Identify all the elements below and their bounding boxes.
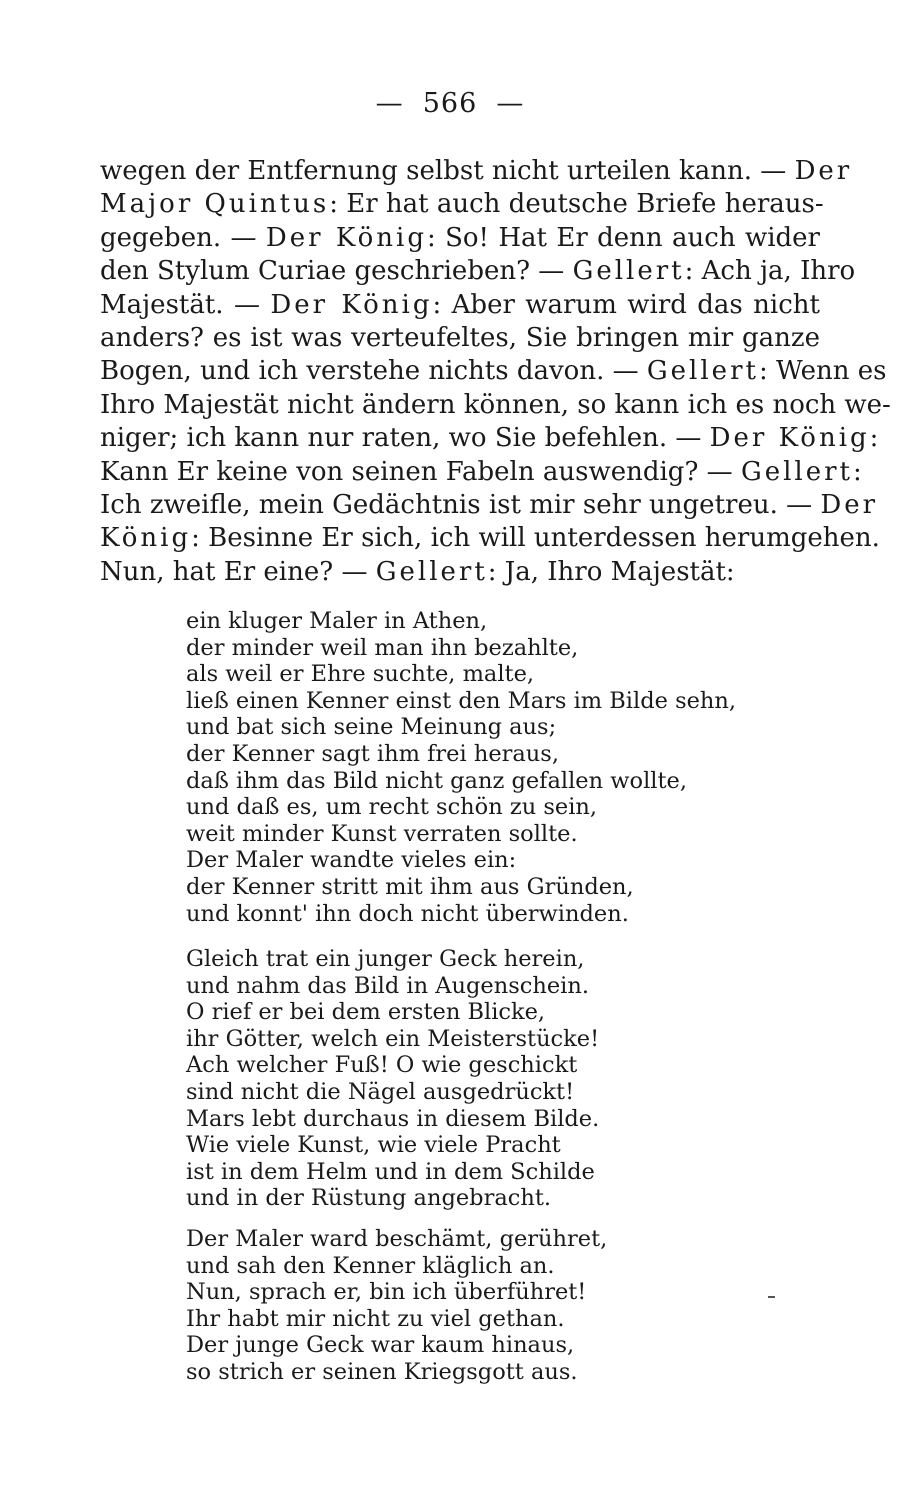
- prose-text: Ihro Majestät nicht ändern können, so kann ich es noch we-: [100, 389, 891, 420]
- poem-verse-line: als weil er Ehre suchte, malte,: [186, 661, 535, 688]
- prose-line: [100, 422, 879, 455]
- prose-line: [100, 389, 891, 422]
- speaker-name: Gellert: [740, 456, 853, 487]
- speaker-name: Gellert: [375, 556, 488, 587]
- prose-text: Ich zweifle, mein Gedächtnis ist mir sehr ungetreu. —: [100, 490, 821, 521]
- prose-text: : Wenn es: [758, 356, 887, 387]
- prose-line: [100, 556, 820, 589]
- poem-verse-line: daß ihm das Bild nicht ganz gefallen wollte,: [186, 767, 687, 794]
- prose-text: : Aber warum wird das nicht: [432, 289, 820, 320]
- poem-verse-line: Der Maler wandte vieles ein:: [186, 847, 517, 874]
- prose-text: Bogen, und ich verstehe nichts davon. —: [100, 356, 647, 387]
- speaker-name: Gellert: [572, 256, 685, 287]
- prose-text: : Ach ja, Ihro: [684, 256, 856, 287]
- poem-verse-line: Gleich trat ein junger Geck herein,: [186, 946, 585, 972]
- prose-text: Majestät. —: [100, 289, 271, 320]
- poem-verse-line: und konnt' ihn doch nicht überwinden.: [186, 900, 629, 927]
- poem-verse-line: Der junge Geck war kaum hinaus,: [186, 1332, 575, 1359]
- poem-verse-line: O rief er bei dem ersten Blicke,: [186, 999, 546, 1026]
- prose-line: [100, 322, 820, 355]
- poem-stanza-1: [186, 608, 766, 927]
- poem-verse-line: so strich er seinen Kriegsgott aus.: [186, 1358, 578, 1385]
- poem-verse-line: Nun, sprach er, bin ich überführet!: [186, 1279, 587, 1306]
- prose-text: : So! Hat Er denn auch wider: [426, 222, 820, 253]
- prose-text: den Stylum Curiae geschrieben? —: [100, 256, 573, 287]
- prose-text: Nun, hat Er eine? —: [100, 556, 376, 587]
- page-number: — 566 —: [375, 88, 525, 119]
- prose-text: :: [853, 456, 862, 487]
- prose-text: Kann Er keine von seinen Fabeln auswendig? —: [100, 456, 741, 487]
- speaker-name: Der König: [265, 222, 427, 253]
- poem-verse-line: sind nicht die Nägel ausgedrückt!: [186, 1078, 575, 1105]
- poem-verse-line: und bat sich seine Meinung aus;: [186, 714, 557, 741]
- prose-line: [100, 355, 887, 388]
- poem-stanza-2: [186, 946, 766, 1212]
- prose-line: [100, 522, 880, 555]
- poem-stanza-3: [186, 1226, 766, 1386]
- poem-verse-line: der Kenner stritt mit ihm aus Gründen,: [186, 873, 634, 900]
- print-speck: [768, 1296, 775, 1298]
- poem-verse-line: ihr Götter, welch ein Meisterstücke!: [186, 1025, 600, 1052]
- prose-text: : Besinne Er sich, ich will unterdessen herumgehen.: [191, 523, 880, 554]
- poem-verse-line: ließ einen Kenner einst den Mars im Bilde sehn,: [186, 687, 737, 714]
- prose-line: [100, 155, 853, 188]
- poem-verse-line: Der Maler ward beschämt, gerühret,: [186, 1226, 608, 1252]
- prose-text: gegeben. —: [100, 222, 266, 253]
- prose-line: [100, 456, 862, 489]
- prose-line: [100, 222, 820, 255]
- speaker-name: Major Quintus: [100, 189, 330, 220]
- prose-text: :: [869, 423, 879, 454]
- speaker-name: Der König: [270, 289, 433, 320]
- speaker-name: König: [100, 523, 192, 554]
- speaker-name: Der: [794, 156, 853, 186]
- prose-line: [100, 255, 856, 288]
- poem-verse-line: und daß es, um recht schön zu sein,: [186, 794, 598, 821]
- prose-text: wegen der Entfernung selbst nicht urteilen kann. —: [100, 156, 795, 186]
- prose-line: [100, 489, 879, 522]
- poem-verse-line: Ihr habt mir nicht zu viel gethan.: [186, 1305, 565, 1332]
- poem-verse-line: der minder weil man ihn bezahlte,: [186, 634, 579, 661]
- prose-line: [100, 289, 820, 322]
- speaker-name: Gellert: [646, 356, 759, 387]
- prose-text: : Er hat auch deutsche Briefe heraus-: [329, 189, 824, 220]
- prose-text: anders? es ist was verteufeltes, Sie bringen mir ganze: [100, 323, 820, 354]
- poem-verse-line: und nahm das Bild in Augenschein.: [186, 972, 590, 999]
- poem-verse-line: und in der Rüstung angebracht.: [186, 1185, 552, 1212]
- poem-verse-line: Wie viele Kunst, wie viele Pracht: [186, 1132, 561, 1159]
- prose-text: : Ja, Ihro Majestät:: [487, 556, 735, 587]
- poem-verse-line: ist in dem Helm und in dem Schilde: [186, 1158, 595, 1185]
- poem-verse-line: weit minder Kunst verraten sollte.: [186, 820, 578, 847]
- poem-verse-line: Mars lebt durchaus in diesem Bilde.: [186, 1105, 600, 1132]
- poem-verse-line: der Kenner sagt ihm frei heraus,: [186, 740, 559, 767]
- prose-line: [100, 188, 824, 221]
- poem-verse-line: ein kluger Maler in Athen,: [186, 608, 488, 634]
- prose-block: [100, 155, 891, 589]
- poem-verse-line: Ach welcher Fuß! O wie geschickt: [186, 1052, 578, 1079]
- speaker-name: Der König: [709, 423, 870, 454]
- poem-verse-line: und sah den Kenner kläglich an.: [186, 1252, 555, 1279]
- speaker-name: Der: [820, 490, 879, 521]
- prose-text: niger; ich kann nur raten, wo Sie befehlen. —: [100, 423, 710, 454]
